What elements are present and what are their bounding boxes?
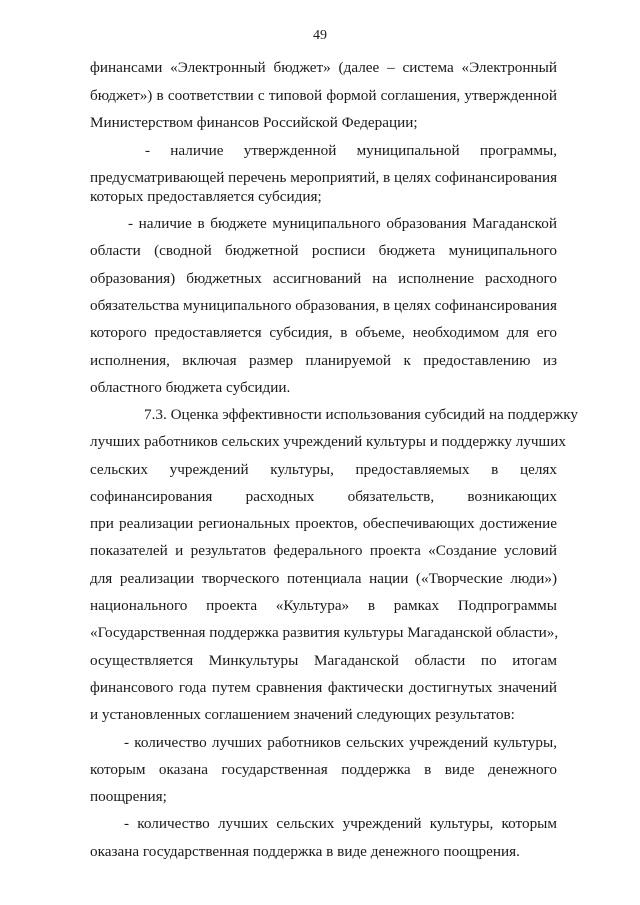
text-line: «Государственная поддержка развития культуры Магаданской области», [90,624,559,641]
text-line: сельских учреждений культуры, предоставляемых в целях [90,461,557,478]
text-line: при реализации региональных проектов, обеспечивающих достижение [90,515,557,532]
text-line: для реализации творческого потенциала нации («Творческие люди») [90,570,557,587]
text-line: предусматривающей перечень мероприятий, в целях софинансирования [90,169,558,186]
text-line: оказана государственная поддержка в виде денежного поощрения. [90,843,520,860]
text-line: образования) бюджетных ассигнований на исполнение расходного [90,270,557,287]
text-line: осуществляется Минкультуры Магаданской области по итогам [90,652,557,669]
text-line: финансами «Электронный бюджет» (далее – система «Электронный [90,59,557,76]
text-line: - количество лучших работников сельских учреждений культуры, [124,734,557,751]
text-line: - количество лучших сельских учреждений культуры, которым [124,815,557,832]
page-number: 49 [313,28,327,43]
text-line: национального проекта «Культура» в рамках Подпрограммы [90,597,557,614]
text-line: бюджет») в соответствии с типовой формой соглашения, утвержденной [90,87,557,104]
text-line: Министерством финансов Российской Федерации; [90,114,418,131]
text-line: области (сводной бюджетной росписи бюджета муниципального [90,242,557,259]
text-line: которых предоставляется субсидия; [90,188,322,205]
text-line: областного бюджета субсидии. [90,379,291,396]
text-line: показателей и результатов федерального проекта «Создание условий [90,542,557,559]
text-line: финансового года путем сравнения фактически достигнутых значений [90,679,557,696]
text-line: и установленных соглашением значений следующих результатов: [90,706,515,723]
text-line: которого предоставляется субсидия, в объеме, необходимом для его [90,324,557,341]
text-line: - наличие утвержденной муниципальной программы, [145,142,557,159]
text-line: поощрения; [90,788,167,805]
text-line: 7.3. Оценка эффективности использования субсидий на поддержку [144,406,578,423]
text-line: лучших работников сельских учреждений культуры и поддержку лучших [90,433,566,450]
text-line: - наличие в бюджете муниципального образования Магаданской [128,215,557,232]
text-line: исполнения, включая размер планируемой к предоставлению из [90,352,557,369]
text-line: обязательства муниципального образования, в целях софинансирования [90,297,558,314]
text-line: софинансирования расходных обязательств, возникающих [90,488,557,505]
text-line: которым оказана государственная поддержка в виде денежного [90,761,557,778]
